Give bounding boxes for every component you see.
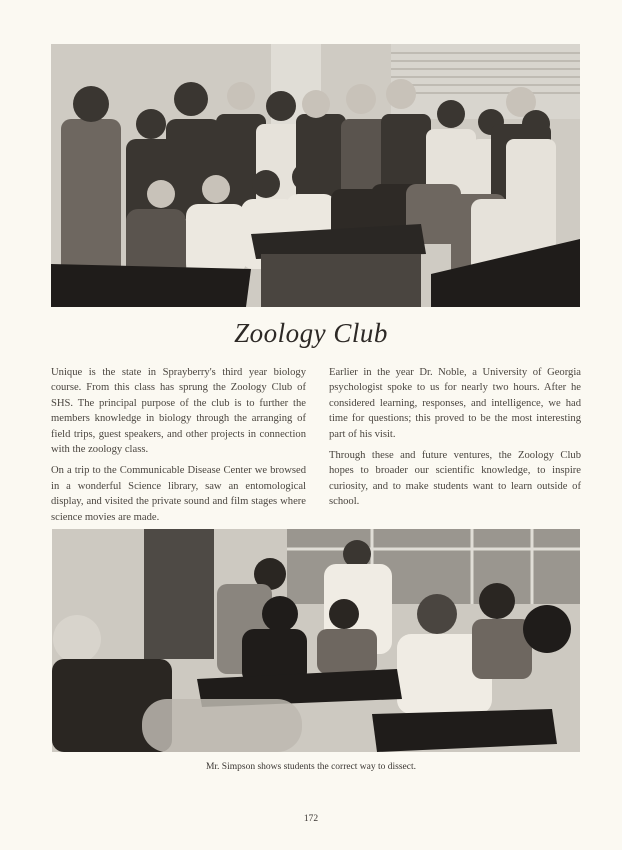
dissection-photo-image: [52, 529, 580, 752]
paragraph: Earlier in the year Dr. Noble, a University of Georgia psychologist spoke to us for nearly two hours. After he considered learning, responses, and intelligence, we had time for questions; this proved to be the most interesting part of his visit.: [329, 367, 581, 440]
paragraph: Unique is the state in Sprayberry's third year biology course. From this class has sprung the Zoology Club of SHS. The principal purpose of the club is to further the members knowledge in biology through the arranging of field trips, guest speakers, and other projects in connection with the zoology class.: [51, 367, 306, 456]
dissection-photo: [52, 529, 580, 752]
paragraph: On a trip to the Communicable Disease Center we browsed in a wonderful Science library, saw an entomological display, and visited the private sound and film stages where science movies are made.: [51, 465, 306, 523]
article-column-left: [51, 365, 306, 531]
photo-caption: Mr. Simpson shows students the correct way to dissect.: [205, 762, 417, 772]
page-title: Zoology Club: [234, 318, 388, 348]
group-photo-image: [51, 44, 580, 307]
article-column-right: [329, 365, 581, 516]
group-photo: [51, 44, 580, 307]
paragraph: Through these and future ventures, the Zoology Club hopes to broader our scientific knowledge, to inspire curiosity, and to make students want to learn outside of school.: [329, 450, 581, 508]
page-number: 172: [303, 814, 319, 824]
